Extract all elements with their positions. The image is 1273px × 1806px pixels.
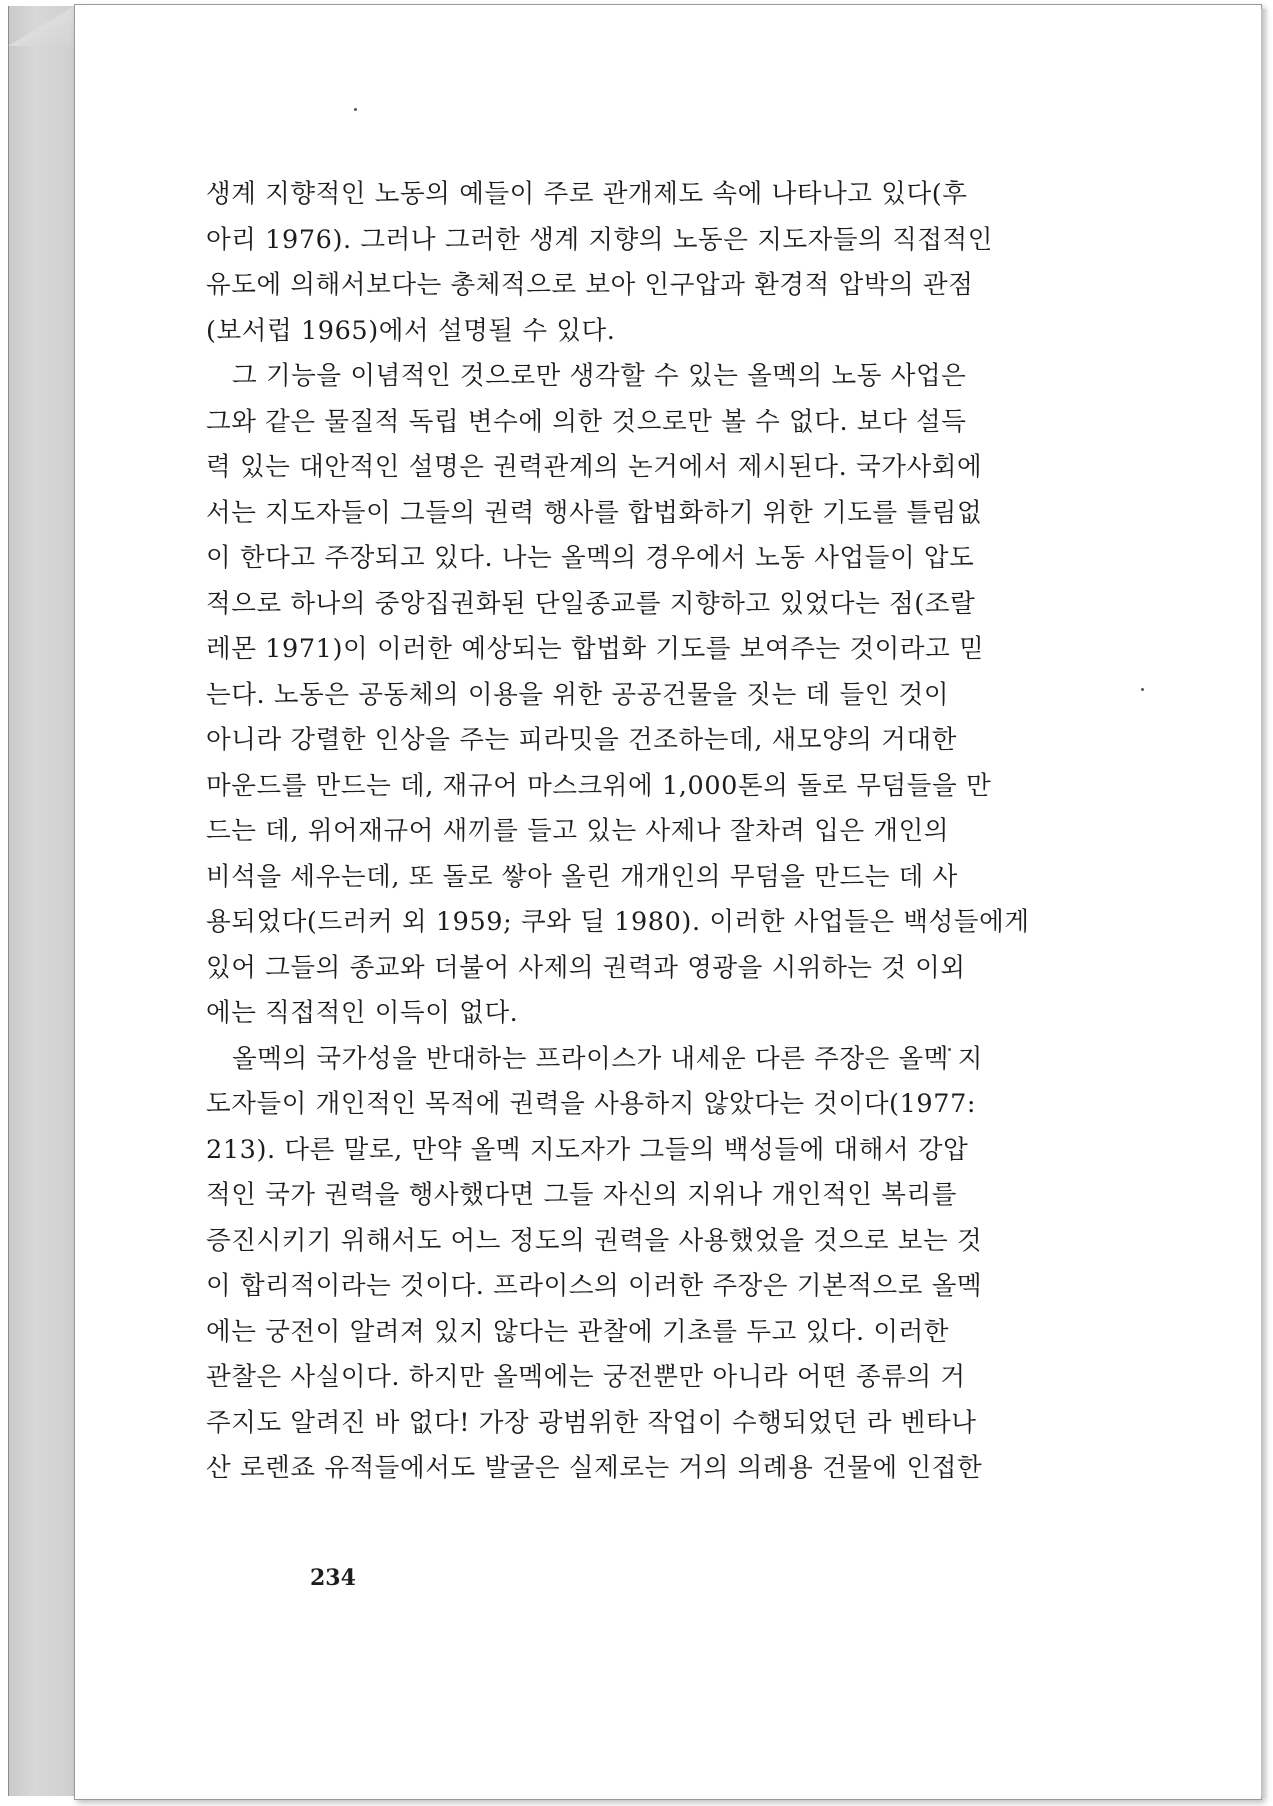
text-line: 마운드를 만드는 데, 재규어 마스크위에 1,000톤의 돌로 무덤들을 만 <box>206 770 992 801</box>
text-line: 그 기능을 이념적인 것으로만 생각할 수 있는 올멕의 노동 사업은 <box>232 361 967 391</box>
body-text <box>206 172 1136 1492</box>
text-line: 증진시키기 위해서도 어느 정도의 권력을 사용했었을 것으로 보는 것 <box>206 1225 983 1256</box>
text-line: 이 합리적이라는 것이다. 프라이스의 이러한 주장은 기본적으로 올멕 <box>206 1271 983 1301</box>
text-line: 올멕의 국가성을 반대하는 프라이스가 내세운 다른 주장은 올멕 지 <box>232 1043 983 1074</box>
text-line: (보서럽 1965)에서 설명될 수 있다. <box>206 315 616 346</box>
text-line: 그와 같은 물질적 독립 변수에 의한 것으로만 볼 수 없다. 보다 설득 <box>206 406 967 437</box>
text-line: 적인 국가 권력을 행사했다면 그들 자신의 지위나 개인적인 복리를 <box>206 1180 957 1210</box>
text-line: 력 있는 대안적인 설명은 권력관계의 논거에서 제시된다. 국가사회에 <box>206 452 983 482</box>
text-line: 는다. 노동은 공동체의 이용을 위한 공공건물을 짓는 데 들인 것이 <box>206 679 950 710</box>
scan-speck <box>354 108 357 111</box>
text-line: 레몬 1971)이 이러한 예상되는 합법화 기도를 보여주는 것이라고 믿 <box>206 634 985 664</box>
text-line: 아리 1976). 그러나 그러한 생계 지향의 노동은 지도자들의 직접적인 <box>206 224 994 255</box>
page-number: 234 <box>310 1565 356 1591</box>
text-line: 아니라 강렬한 인상을 주는 피라밋을 건조하는데, 새모양의 거대한 <box>206 725 957 755</box>
text-line: 적으로 하나의 중앙집권화된 단일종교를 지향하고 있었다는 점(조랄 <box>206 588 976 619</box>
text-line: 산 로렌죠 유적들에서도 발굴은 실제로는 거의 의례용 건물에 인접한 <box>206 1453 983 1483</box>
text-line: 에는 직접적인 이득이 없다. <box>206 998 519 1028</box>
page-edge <box>1261 9 1267 1797</box>
text-line: 이 한다고 주장되고 있다. 나는 올멕의 경우에서 노동 사업들이 압도 <box>206 543 975 573</box>
text-line: 드는 데, 위어재규어 새끼를 들고 있는 사제나 잘차려 입은 개인의 <box>206 816 950 846</box>
text-line: 213). 다른 말로, 만약 올멕 지도자가 그들의 백성들에 대해서 강압 <box>206 1134 969 1165</box>
book-spine <box>8 6 74 1796</box>
text-line: 유도에 의해서보다는 총체적으로 보아 인구압과 환경적 압박의 관점 <box>206 270 974 300</box>
text-line: 비석을 세우는데, 또 돌로 쌓아 올린 개개인의 무덤을 만드는 데 사 <box>206 861 958 892</box>
text-line: 관찰은 사실이다. 하지만 올멕에는 궁전뿐만 아니라 어떤 종류의 거 <box>206 1362 966 1392</box>
text-line: 에는 궁전이 알려져 있지 않다는 관찰에 기초를 두고 있다. 이러한 <box>206 1316 950 1347</box>
text-line: 서는 지도자들이 그들의 권력 행사를 합법화하기 위한 기도를 틀림없 <box>206 497 983 528</box>
text-line: 생계 지향적인 노동의 예들이 주로 관개제도 속에 나타나고 있다(후 <box>206 179 968 209</box>
text-line: 있어 그들의 종교와 더불어 사제의 권력과 영광을 시위하는 것 이외 <box>206 952 966 983</box>
text-line: 도자들이 개인적인 목적에 권력을 사용하지 않았다는 것이다(1977: <box>206 1089 977 1119</box>
scan-speck <box>1141 688 1144 691</box>
text-line: 용되었다(드러커 외 1959; 쿠와 딜 1980). 이러한 사업들은 백성들에게 <box>206 907 1030 937</box>
text-line: 주지도 알려진 바 없다! 가장 광범위한 작업이 수행되었던 라 벤타나 <box>206 1407 977 1438</box>
